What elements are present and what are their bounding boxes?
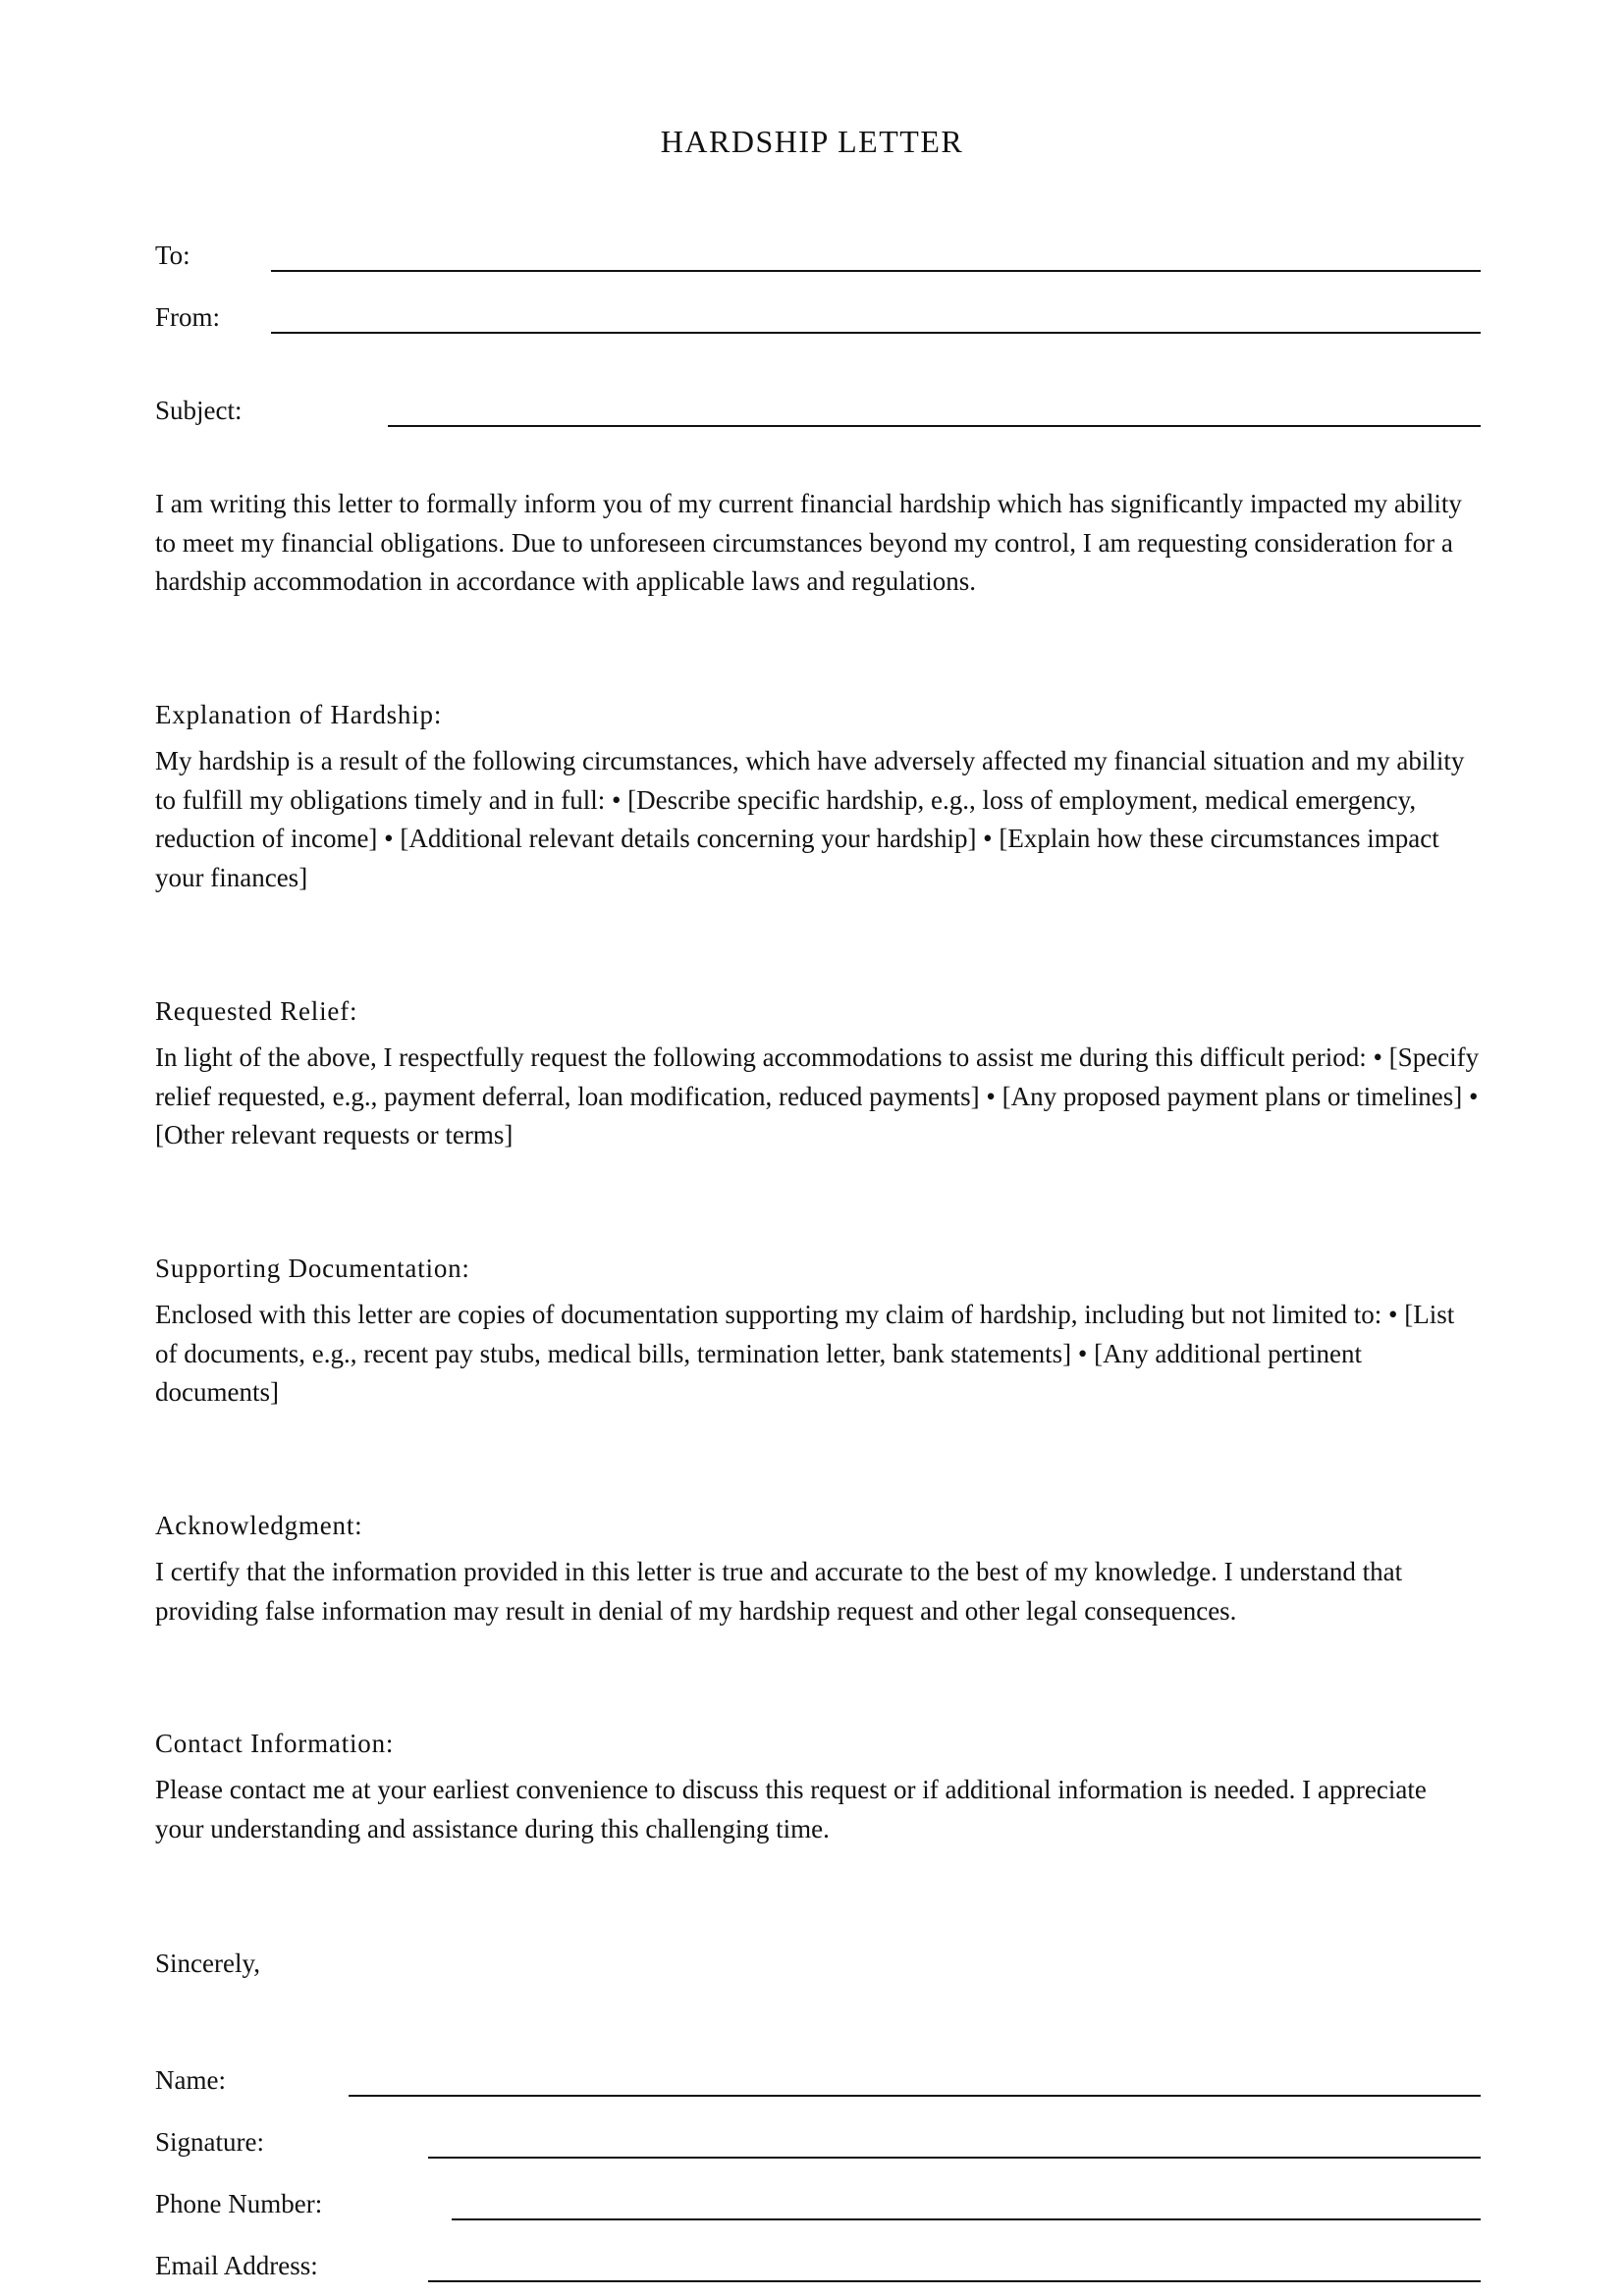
from-field — [155, 297, 1481, 337]
phone-line[interactable] — [452, 2218, 1481, 2220]
email-label: Email Address: — [155, 2251, 318, 2280]
section-body-relief: In light of the above, I respectfully request the following accommodations to assist me during this difficult period: • [Specify relief requested, e.g., payment deferral, loan modification, reduced payments] • [Any proposed payment plans or timelines] • [Other relevant requests or terms] — [155, 1042, 1480, 1149]
signature-field — [155, 2122, 1481, 2162]
from-line[interactable] — [271, 332, 1481, 334]
section-heading-documentation: Supporting Documentation: — [155, 1254, 470, 1283]
subject-label: Subject: — [155, 396, 243, 425]
to-label: To: — [155, 240, 190, 270]
from-label: From: — [155, 302, 221, 332]
section-body-documentation: Enclosed with this letter are copies of documentation supporting my claim of hardship, including but not limited to: • [List of documents, e.g., recent pay stubs, medical bills, termination letter, bank statements] • [Any additional pertinent documents] — [155, 1300, 1455, 1407]
to-field — [155, 236, 1481, 275]
section-heading-contact: Contact Information: — [155, 1729, 395, 1758]
email-field — [155, 2246, 1481, 2285]
section-body-acknowledgment: I certify that the information provided in this letter is true and accurate to the best of my knowledge. I understand that providing false information may result in denial of my hardship request and other legal consequences. — [155, 1557, 1403, 1626]
section-heading-hardship: Explanation of Hardship: — [155, 700, 443, 729]
subject-field — [155, 391, 1481, 430]
to-line[interactable] — [271, 270, 1481, 272]
section-body-hardship: My hardship is a result of the following circumstances, which have adversely affected my financial situation and my ability to fulfill my obligations timely and in full: • [Describe specific hardship, e.g., loss of employment, medical emergency, reduction of income] • [Additional relevant details concerning your hardship] • [Explain how these circumstances impact your finances] — [155, 746, 1465, 892]
closing-text: Sincerely, — [155, 1949, 260, 1978]
email-line[interactable] — [428, 2280, 1481, 2282]
phone-label: Phone Number: — [155, 2189, 323, 2218]
section-heading-relief: Requested Relief: — [155, 996, 358, 1026]
section-heading-acknowledgment: Acknowledgment: — [155, 1511, 363, 1540]
name-field — [155, 2060, 1481, 2100]
name-label: Name: — [155, 2065, 226, 2095]
subject-line[interactable] — [388, 425, 1481, 427]
phone-field — [155, 2184, 1481, 2223]
page-title: HARDSHIP LETTER — [660, 124, 964, 159]
signature-line[interactable] — [428, 2157, 1481, 2159]
name-line[interactable] — [349, 2095, 1481, 2097]
section-body-contact: Please contact me at your earliest convenience to discuss this request or if additional information is needed. I appreciate your understanding and assistance during this challenging time. — [155, 1775, 1427, 1843]
intro-paragraph: I am writing this letter to formally inform you of my current financial hardship which has significantly impacted my ability to meet my financial obligations. Due to unforeseen circumstances beyond my control, I am requesting consideration for a hardship accommodation in accordance with applicable laws and regulations. — [155, 489, 1462, 596]
signature-label: Signature: — [155, 2127, 264, 2157]
